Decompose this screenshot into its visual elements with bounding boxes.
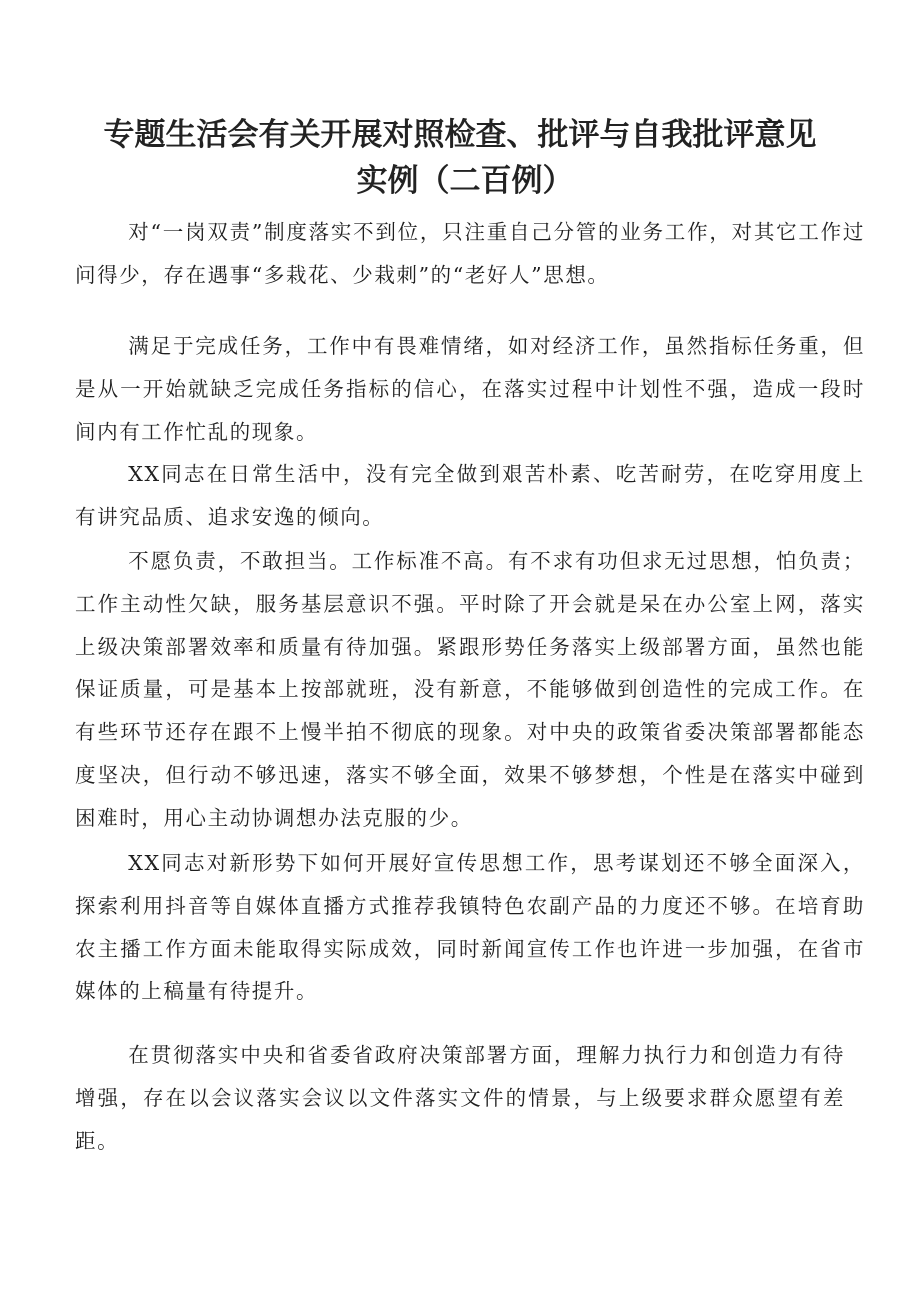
document-title [60, 112, 860, 204]
paragraph-2: 满足于完成任务，工作中有畏难情绪，如对经济工作，虽然指标任务重，但是从一开始就缺乏完成任务指标的信心，在落实过程中计划性不强，造成一段时间内有工作忙乱的现象。 [75, 334, 865, 444]
paragraph-3: XX同志在日常生活中，没有完全做到艰苦朴素、吃苦耐劳，在吃穿用度上有讲究品质、追求安逸的倾向。 [75, 462, 865, 529]
paragraph-4: 不愿负责，不敢担当。工作标准不高。有不求有功但求无过思想，怕负责；工作主动性欠缺，服务基层意识不强。平时除了开会就是呆在办公室上网，落实上级决策部署效率和质量有待加强。紧跟形势任务落实上级部署方面，虽然也能保证质量，可是基本上按部就班，没有新意，不能够做到创造性的完成工作。在有些环节还存在跟不上慢半拍不彻底的现象。对中央的政策省委决策部署都能态度坚决，但行动不够迅速，落实不够全面，效果不够梦想，个性是在落实中碰到困难时，用心主动协调想办法克服的少。 [75, 549, 865, 830]
paragraph-6: 在贯彻落实中央和省委省政府决策部署方面，理解力执行力和创造力有待增强，存在以会议落实会议以文件落实文件的情景，与上级要求群众愿望有差距。 [75, 1043, 845, 1153]
title-line-2: 实例（二百例） [356, 163, 574, 199]
title-line-1: 专题生活会有关开展对照检查、批评与自我批评意见 [103, 117, 817, 153]
paragraph-1: 对“一岗双责”制度落实不到位，只注重自己分管的业务工作，对其它工作过问得少，存在遇事“多栽花、少栽刺”的“老好人”思想。 [75, 220, 865, 287]
paragraph-5: XX同志对新形势下如何开展好宣传思想工作，思考谋划还不够全面深入，探索利用抖音等自媒体直播方式推荐我镇特色农副产品的力度还不够。在培育助农主播工作方面未能取得实际成效，同时新闻宣传工作也许进一步加强，在省市媒体的上稿量有待提升。 [75, 851, 865, 1004]
